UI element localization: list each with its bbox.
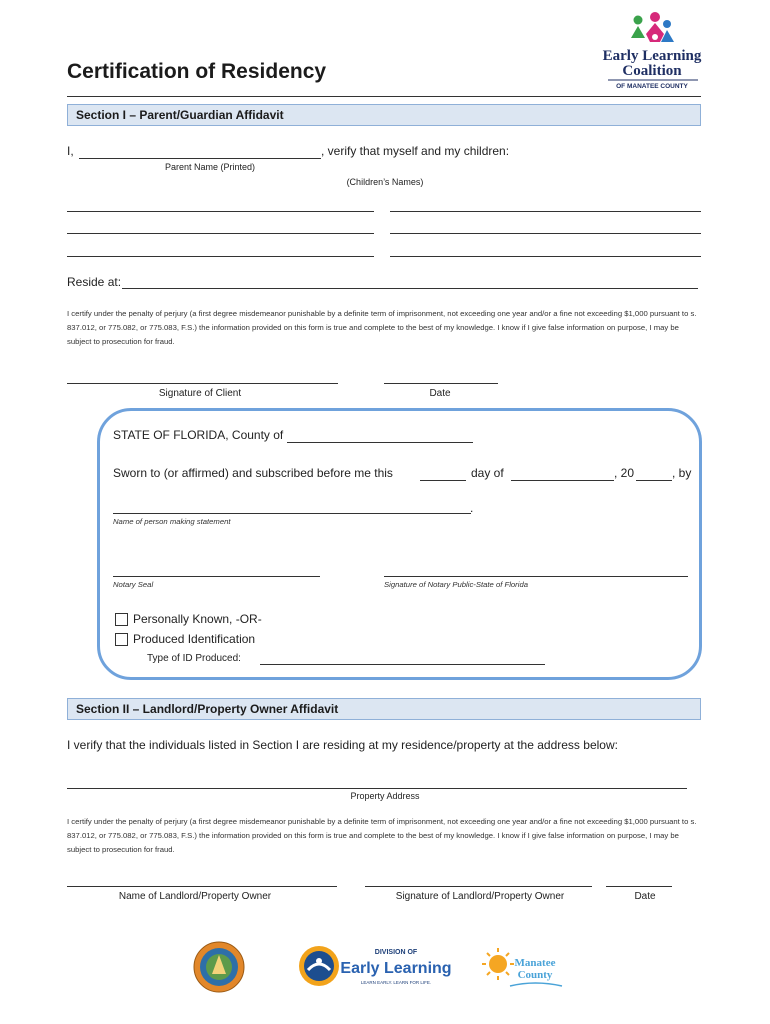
florida-seal-logo (193, 941, 245, 993)
reside-at-label: Reside at: (67, 275, 122, 289)
manatee-logo-line1: Manatee (514, 957, 556, 969)
county-field[interactable] (287, 442, 473, 443)
child-name-field-6[interactable] (390, 256, 701, 257)
property-address-caption: Property Address (350, 791, 420, 801)
coalition-logo-line3: OF MANATEE COUNTY (616, 83, 688, 90)
state-county-label: STATE OF FLORIDA, County of (113, 428, 284, 442)
produced-id-label: Produced Identification (133, 632, 256, 646)
notary-signature-field[interactable] (384, 576, 688, 577)
division-logo-line2: Early Learning (340, 960, 452, 977)
reside-address-field[interactable] (122, 288, 698, 289)
notary-seal-caption: Notary Seal (113, 580, 154, 589)
coalition-logo-line2: Coalition (622, 63, 682, 79)
division-logo-line1: DIVISION OF (374, 949, 418, 956)
manatee-logo-line2: County (517, 969, 553, 981)
client-signature-field[interactable] (67, 383, 338, 384)
statement-person-field[interactable] (113, 513, 471, 514)
sworn-day-field[interactable] (420, 480, 466, 481)
notary-seal-field[interactable] (113, 576, 320, 577)
parent-name-caption: Parent Name (Printed) (164, 162, 256, 172)
manatee-county-logo (480, 944, 564, 992)
division-early-learning-logo (298, 944, 454, 990)
owner-signature-caption: Signature of Landlord/Property Owner (395, 891, 565, 902)
section2-certify-text: I certify under the penalty of perjury (a first degree misdemeanor punishable by a definite term of imprisonment, not exceeding one year and/or a fine not exceeding $1,000 pursuant to s. 837.012, or 775.082, or 775.083, F.S.) the information provided on this form is true and complete to the best of my knowledge. I know if I give false information on purpose, I may be subject to prosecution for fraud. (67, 817, 697, 854)
child-name-field-5[interactable] (67, 256, 374, 257)
sworn-day-label: day of (471, 466, 504, 480)
id-type-label: Type of ID Produced: (147, 653, 241, 664)
verify-prefix: I, (67, 144, 74, 158)
owner-name-field[interactable] (67, 886, 337, 887)
child-name-field-2[interactable] (390, 211, 701, 212)
section1-heading: Section I – Parent/Guardian Affidavit (67, 104, 701, 126)
sworn-year-label: , 20 (614, 466, 635, 480)
sworn-prefix: Sworn to (or affirmed) and subscribed before me this (113, 466, 393, 480)
sworn-year-field[interactable] (636, 480, 672, 481)
children-names-caption: (Children’s Names) (346, 177, 424, 187)
owner-date-field[interactable] (606, 886, 672, 887)
page-title: Certification of Residency (67, 60, 327, 83)
section2-verify-text: I verify that the individuals listed in Section I are residing at my residence/property at the address below: (67, 738, 618, 752)
statement-person-caption: Name of person making statement (113, 517, 231, 526)
child-name-field-4[interactable] (390, 233, 701, 234)
personally-known-label: Personally Known, -OR- (133, 612, 262, 626)
personally-known-checkbox[interactable] (115, 613, 128, 626)
owner-date-caption: Date (634, 891, 656, 902)
client-date-field[interactable] (384, 383, 498, 384)
division-logo-tagline: LEARN EARLY. LEARN FOR LIFE. (360, 980, 432, 985)
child-name-field-3[interactable] (67, 233, 374, 234)
property-address-field[interactable] (67, 788, 687, 789)
title-rule (67, 96, 701, 97)
sworn-by-label: , by (672, 466, 692, 480)
notary-signature-caption: Signature of Notary Public-State of Florida (384, 580, 528, 589)
client-signature-caption: Signature of Client (158, 388, 242, 399)
id-type-field[interactable] (260, 664, 545, 665)
client-date-caption: Date (429, 388, 451, 399)
produced-id-checkbox[interactable] (115, 633, 128, 646)
section1-certify-text: I certify under the penalty of perjury (a first degree misdemeanor punishable by a definite term of imprisonment, not exceeding one year and/or a fine not exceeding $1,000 pursuant to s. 837.012, or 775.082, or 775.083, F.S.) the information provided on this form is true and complete to the best of my knowledge. I know if I give false information on purpose, I may be subject to prosecution for fraud. (67, 309, 697, 346)
child-name-field-1[interactable] (67, 211, 374, 212)
verify-suffix: , verify that myself and my children: (321, 144, 510, 158)
sworn-month-field[interactable] (511, 480, 614, 481)
early-learning-coalition-logo (598, 12, 706, 92)
owner-signature-field[interactable] (365, 886, 592, 887)
parent-name-field[interactable] (79, 158, 321, 159)
coalition-logo-line1: Early Learning (602, 48, 702, 64)
owner-name-caption: Name of Landlord/Property Owner (118, 891, 272, 902)
section2-heading: Section II – Landlord/Property Owner Affidavit (67, 698, 701, 720)
